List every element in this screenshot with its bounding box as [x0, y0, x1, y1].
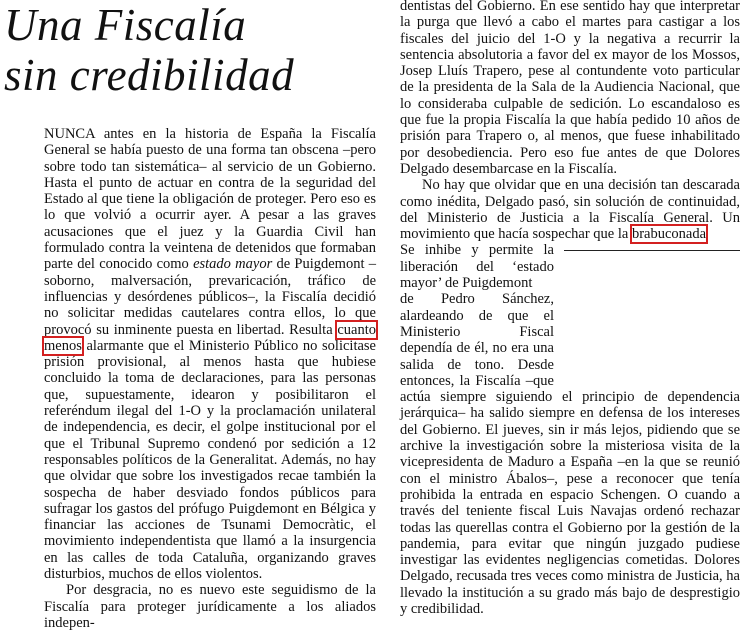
paragraph-1 — [44, 126, 376, 582]
text-run: de Puigdemont –soborno, malversación, prevaricación, tráfico de influencias y desórdenes públicos–, la Fiscalía decidió no solicitar medidas cautelares contra ellos, lo que provocó su inminente puesta en libertad. Resulta — [44, 256, 376, 338]
article-column-left — [44, 126, 376, 631]
text-run: NUNCA antes en la historia de España la Fiscalía General se había puesto de una forma tan obscena –pero sobre todo tan sistemática– al servicio de un Gobierno. Hasta el punto de actuar en contra de la seguridad del Estado al que tiene la obligación de proteger. Pero eso es lo que volvió a ocurrir ayer. A pesar a las graves acusaciones que el juez y la Guardia Civil han formulado contra la veintena de detenidos que formaban parte del conocido como — [44, 126, 376, 273]
headline-line-2: sin credibilidad — [4, 50, 295, 100]
headline — [4, 0, 384, 100]
pull-quote-text: Se inhibe y permite la liberación del ‘estado mayor’ de Puigdemont — [400, 242, 554, 292]
headline-line-1: Una Fiscalía — [4, 0, 247, 50]
article-column-right — [400, 0, 740, 617]
paragraph-4 — [400, 177, 740, 242]
paragraph-2 — [44, 582, 376, 631]
paragraph-3 — [400, 0, 740, 177]
text-run: Por desgracia, no es nuevo este seguidismo de la Fiscalía para proteger jurídicamente a los aliados indepen- — [44, 582, 376, 631]
text-run: alarmante que el Ministerio Público no solicitase prisión provisional, al menos hasta que hubiese concluido la toma de declaraciones, para las personas que, supuestamente, idearon y posibilitaron el referéndum ilegal del 1-O y la proclamación unilateral de independencia, es decir, el golpe institucional por el que el Tribunal Supremo condenó por sedición a 12 responsables políticos de la Generalitat. Además, no hay que olvidar que sobre los investigados recae también la sospecha de haber desviado fondos públicos para sufragar los gastos del prófugo Puigdemont en Bélgica y financiar las acciones de Tsunami Democràtic, el movimiento independentista que llamó a la insurgencia en las calles de toda Cataluña, organizando graves disturbios, muchos de ellos violentos. — [44, 337, 376, 583]
text-run: No hay que olvidar que en una decisión tan descarada como inédita, Delgado pasó, sin solución de continuidad, del Ministerio de Justicia a la Fiscalía General. Un movimiento que hacía sospechar que la — [400, 177, 740, 243]
highlighted-phrase-cuanto-menos: cuanto menos — [44, 321, 376, 354]
text-run: de Pedro Sánchez, alardeando de que el Ministerio Fiscal dependía de él, no era una salida de tono. Desde entonces, la Fiscalía –que actúa siempre siguiendo el principio de dependencia jerárquica– ha salido siempre en defensa de los intereses del Gobierno. El jueves, sin ir más lejos, pidiendo que se archive la investigación sobre la misteriosa visita de la vicepresidenta de Maduro a España –en la que se reunió con el ministro Ábalos–, pese a reconocer que tenía prohibida la entrada en espacio Schengen. O cuando a través del teniente fiscal Luis Navajas ordenó rechazar todas las querellas contra el Gobierno por la gestión de la pandemia, para evitar que ningún juzgado pudiese investigar las evidentes negligencias cometidas. Dolores Delgado, recusada tres veces como ministra de Justicia, ha llevado la institución a su grado más bajo de desprestigio y credibilidad. — [400, 291, 740, 617]
text-run: dentistas del Gobierno. En ese sentido hay que interpretar la purga que llevó a cabo el martes para castigar a los fiscales del juicio del 1-O y la negativa a recurrir la sentencia absolutoria a favor del ex mayor de los Mossos, Josep Lluís Trapero, pese al contundente voto particular de la presidenta de la Sala de la Audiencia Nacional, que lo consideraba culpable de sedición. Lo escandaloso es que fue la propia Fiscalía la que había pedido 10 años de prisión para Trapero o, al menos, que fuese inhabilitado por desobediencia. Pero eso fue antes de que Dolores Delgado desembarcase en la Fiscalía. — [400, 0, 740, 177]
highlighted-word-brabuconada: brabuconada — [631, 226, 707, 243]
pull-quote — [564, 250, 740, 378]
emphasis-estado-mayor: estado mayor — [193, 256, 273, 273]
